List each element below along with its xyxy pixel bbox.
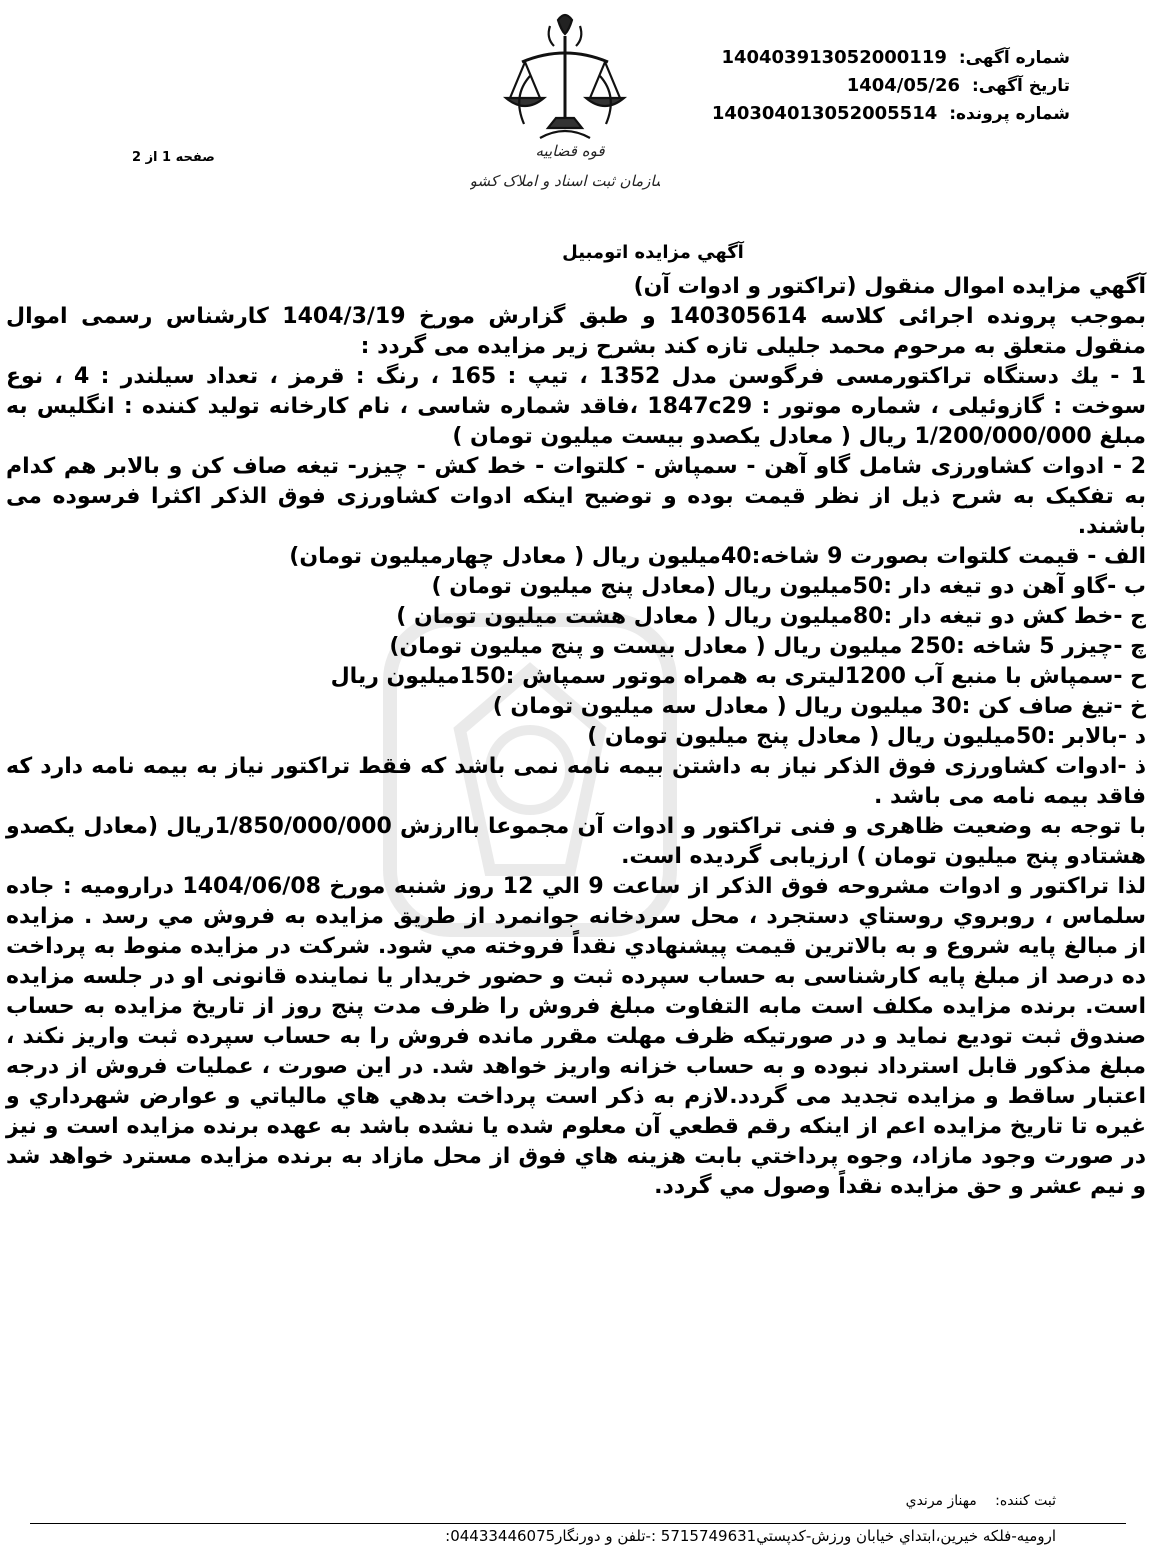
list-item: خ -تیغ صاف کن :30 میلیون ریال ( معادل سه میلیون تومان ) xyxy=(492,694,1146,719)
judiciary-emblem xyxy=(470,6,660,196)
list-item: الف - قیمت کلتوات بصورت 9 شاخه:40میلیون ریال ( معادل چهارمیلیون تومان) xyxy=(289,544,1146,569)
notice-number-label: شماره آگهی: xyxy=(958,48,1070,68)
list-item: ب -گاو آهن دو تیغه دار :50میلیون ریال (معادل پنج میلیون تومان ) xyxy=(431,574,1146,599)
equipment-list xyxy=(6,542,1146,752)
paragraph-auction-terms: لذا تراكتور و ادوات مشروحه فوق الذکر از ساعت 9 الي 12 روز شنبه مورخ 1404/06/08 درارومیه : جاده سلماس ، روبروي روستاي دستجرد ، محل سردخانه جوانمرد از طريق مزايده به فروش مي رسد . مزايده از مبالغ پايه شروع و به بالاترين قيمت پيشنهادي نقداً فروخته مي شود. شرکت در مزايده منوط به پرداخت ده درصد از مبلغ پايه کارشناسی به حساب سپرده ثبت و حضور خريدار يا نماينده قانونی او در جلسه مزايده است. برنده مزايده مکلف است مابه التفاوت مبلغ فروش را ظرف مدت پنج روز از تاريخ مزايده به حساب صندوق ثبت توديع نمايد و در صورتيكه ظرف مهلت مقرر مانده فروش را به حساب سپرده ثبت واريز نكند ، مبلغ مذكور قابل استرداد نبوده و به حساب خزانه واريز خواهد شد. در اين صورت ، عمليات فروش از درجه اعتبار ساقط و مزايده تجديد می گردد.لازم به ذكر است پرداخت بدهي هاي مالياتي و عوارض شهرداري و غيره تا تاريخ مزايده اعم از اينكه رقم قطعي آن معلوم شده يا نشده باشد به عهده برنده مزايده است و نيز در صورت وجود مازاد، وجوه پرداختي بابت هزينه هاي فوق از محل مازاد به برنده مزايده مسترد خواهد شد و نيم عشر و حق مزايده نقداً وصول مي گردد. xyxy=(6,874,1146,1199)
svg-text:قوه قضاییه: قوه قضاییه xyxy=(535,142,605,160)
scales-of-justice-icon xyxy=(470,6,660,196)
case-number-label: شماره پرونده: xyxy=(949,104,1070,124)
footer-divider xyxy=(30,1523,1126,1524)
page-number: صفحه 1 از 2 xyxy=(132,150,215,165)
notice-meta xyxy=(712,44,1070,128)
paragraph-item-2: 2 - ادوات کشاورزی شامل گاو آهن - سمپاش - کلتوات - خط کش - چیزر- تیغه صاف کن و بالابر هم کدام به تفکیک به شرح ذیل از نظر قیمت بوده و توضیح اینکه ادوات کشاورزی فوق الذکر اکثرا فرسوده می باشند. xyxy=(6,454,1146,539)
svg-text:سازمان ثبت اسناد و املاک کشور: سازمان ثبت اسناد و املاک کشور xyxy=(470,172,660,190)
case-number: 14030401305200551​4 xyxy=(711,103,938,124)
footer-address: اروميه-فلكه خيرين،ابتداي خيابان ورزش-كدپستي5715749631 :-تلفن و دورنگار04433446075: xyxy=(445,1527,1056,1545)
list-item: ح -سمپاش با منبع آب 1200لیتری به همراه موتور سمپاش :150میلیون ریال xyxy=(330,664,1146,689)
page-title: آگهي مزايده اتومبيل xyxy=(562,242,744,263)
paragraph-item-1: 1 - يك دستگاه تراكتورمسی فرگوسن مدل 1352 ، تیپ : 165 ، رنگ : قرمز ، تعداد سيلندر : 4 ، نوع سوخت : گازوئیلی ، شماره موتور : 1847c29 ،فاقد شماره شاسی ، نام كارخانه توليد كننده : انگلیس به مبلغ 1/200/000/000 ريال ( معادل یکصدو بیست میلیون تومان ) xyxy=(6,364,1147,449)
notice-date-row xyxy=(712,72,1070,100)
notice-date: 1404/05/26 xyxy=(846,75,961,96)
registrar-name: مهناز مرندي xyxy=(905,1493,977,1509)
notice-body xyxy=(6,272,1146,1202)
registrar-label: ثبت كننده: xyxy=(995,1493,1056,1509)
notice-number: 14040391305200011​9 xyxy=(721,47,947,68)
list-item: د -بالابر :50میلیون ریال ( معادل پنج میلیون تومان ) xyxy=(587,724,1146,749)
list-item: ج -خط کش دو تیغه دار :80میلیون ریال ( معادل هشت میلیون تومان ) xyxy=(396,604,1146,629)
case-number-row xyxy=(712,100,1070,128)
notice-number-row xyxy=(712,44,1070,72)
paragraph-intro: بموجب پرونده اجرائی كلاسه 140305614 و طبق گزارش مورخ 1404/3/19 کارشناس رسمی اموال منقول متعلق به مرحوم محمد جلیلی تازه کند بشرح زیر مزايده می گردد : xyxy=(6,304,1146,359)
notice-date-label: تاریخ آگهی: xyxy=(971,76,1070,96)
paragraph-valuation: با توجه به وضعیت ظاهری و فنی تراکتور و ادوات آن مجموعا باارزش 1/850/000/000ریال (معادل یکصدو هشتادو پنج میلیون تومان ) ارزیابی گردیده است. xyxy=(6,814,1146,869)
paragraph-insurance: ذ -ادوات کشاورزی فوق الذکر نیاز به داشتن بیمه نامه نمی باشد که فقط تراکتور نیاز به بیمه نامه دارد که فاقد بیمه نامه می باشد . xyxy=(6,754,1146,809)
list-item: چ -چیزر 5 شاخه :250 میلیون ریال ( معادل بیست و پنج میلیون تومان) xyxy=(389,634,1146,659)
paragraph-heading: آگهي مزايده اموال منقول (تراكتور و ادوات آن) xyxy=(633,274,1146,299)
registrar xyxy=(892,1493,1056,1509)
